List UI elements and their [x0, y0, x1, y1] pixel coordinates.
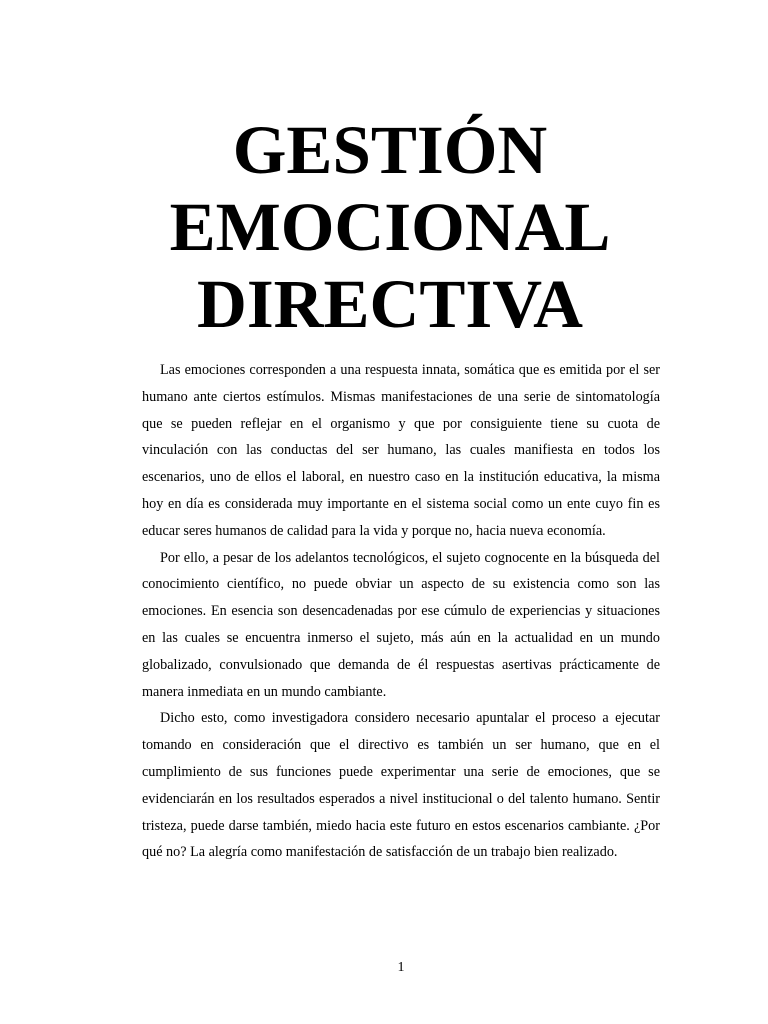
page-number: 1 — [397, 960, 405, 975]
title-line-1: GESTIÓN — [232, 112, 548, 188]
title-line-3: DIRECTIVA — [196, 266, 583, 342]
paragraph-1: Las emociones corresponden a una respuesta innata, somática que es emitida por el ser humano ante ciertos estímulos. Mismas manifestaciones de una serie de sintomatología que se pueden reflejar en el organismo y que por consiguiente tiene su cuota de vinculación con las conductas del ser humano, las cuales manifiesta en todos los escenarios, uno de ellos el laboral, en nuestro caso en la institución educativa, la misma hoy en día es considerada muy importante en el sistema social como un ente cuyo fin es educar seres humanos de calidad para la vida y porque no, hacia nueva economía. — [142, 362, 660, 539]
title-line-2: EMOCIONAL — [169, 189, 611, 265]
document-body — [142, 357, 660, 866]
document-title — [0, 112, 768, 343]
paragraph-2: Por ello, a pesar de los adelantos tecnológicos, el sujeto cognocente en la búsqueda del conocimiento científico, no puede obviar un aspecto de su existencia como son las emociones. En esencia son desencadenadas por ese cúmulo de experiencias y situaciones en las cuales se encuentra inmerso el sujeto, más aún en la actualidad en un mundo globalizado, convulsionado que demanda de él respuestas asertivas prácticamente de manera inmediata en un mundo cambiante. — [142, 549, 660, 700]
paragraph-3: Dicho esto, como investigadora considero necesario apuntalar el proceso a ejecutar tomando en consideración que el directivo es también un ser humano, que en el cumplimiento de sus funciones puede experimentar una serie de emociones, que se evidenciarán en los resultados esperados a nivel institucional o del talento humano. Sentir tristeza, puede darse también, miedo hacia este futuro en estos escenarios cambiante. ¿Por qué no? La alegría como manifestación de satisfacción de un trabajo bien realizado. — [142, 710, 660, 861]
